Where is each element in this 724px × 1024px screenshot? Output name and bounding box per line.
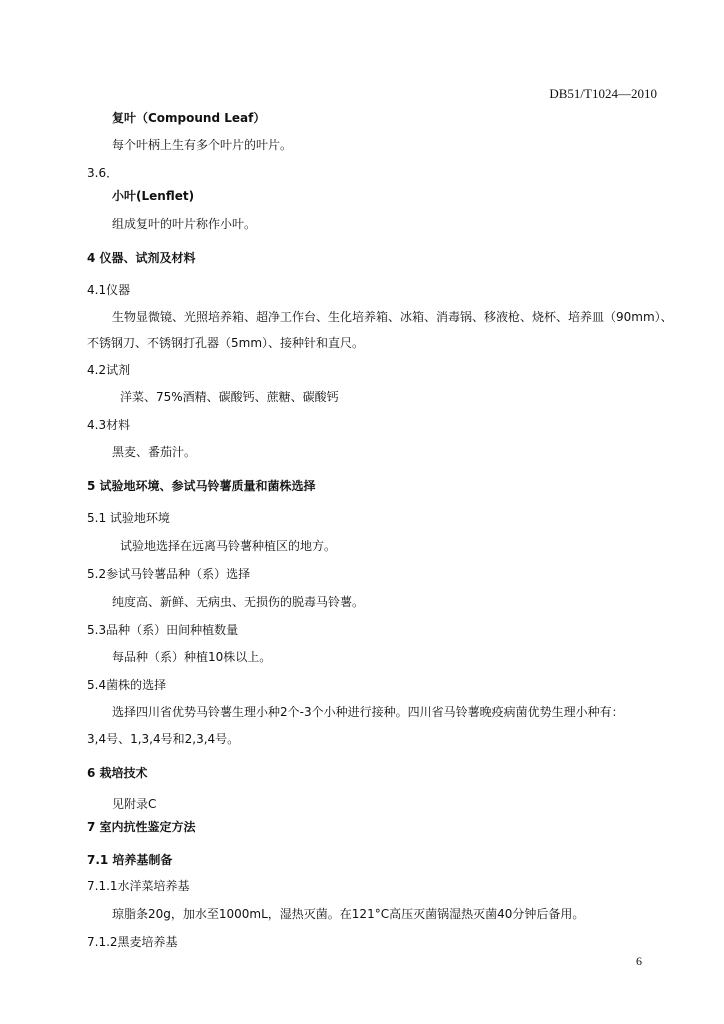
subsection-heading-5-3: 5.3品种（系）田间种植数量	[87, 623, 239, 637]
page-number: 6	[636, 954, 642, 968]
subsection-heading-7-1: 7.1 培养基制备	[87, 853, 173, 867]
definition-compound-leaf: 每个叶柄上生有多个叶片的叶片。	[112, 138, 293, 152]
document-code: DB51/T1024—2010	[549, 86, 657, 101]
variety-selection-text: 纯度高、新鲜、无病虫、无损伤的脱毒马铃薯。	[112, 595, 365, 609]
strain-selection-line-1: 选择四川省优势马铃薯生理小种2个-3个小种进行接种。四川省马铃薯晚疫病菌优势生理小种有：	[112, 705, 624, 719]
cultivation-reference: 见附录C	[112, 797, 157, 811]
materials-list: 黑麦、番茄汁。	[112, 445, 197, 459]
term-compound-leaf: 复叶（Compound Leaf）	[112, 111, 266, 125]
subsection-heading-5-2: 5.2参试马铃薯品种（系）选择	[87, 567, 251, 581]
subsection-heading-7-1-1: 7.1.1水洋菜培养基	[87, 879, 190, 893]
section-heading-6: 6 栽培技术	[87, 766, 148, 780]
strain-selection-line-2: 3,4号、1,3,4号和2,3,4号。	[87, 732, 240, 746]
subsection-heading-4-2: 4.2试剂	[87, 363, 131, 377]
definition-leaflet: 组成复叶的叶片称作小叶。	[112, 217, 257, 231]
trial-site-text: 试验地选择在远离马铃薯种植区的地方。	[120, 539, 337, 553]
subsection-heading-5-1: 5.1 试验地环境	[87, 511, 170, 525]
clause-number-3-6: 3.6．	[87, 166, 119, 180]
instruments-list-line-1: 生物显微镜、光照培养箱、超净工作台、生化培养箱、冰箱、消毒锅、移液枪、烧杯、培养皿（90mm）、	[112, 310, 673, 324]
subsection-heading-4-3: 4.3材料	[87, 418, 131, 432]
subsection-heading-5-4: 5.4菌株的选择	[87, 678, 167, 692]
subsection-heading-4-1: 4.1仪器	[87, 283, 131, 297]
subsection-heading-7-1-2: 7.1.2黑麦培养基	[87, 935, 178, 949]
term-leaflet: 小叶(Lenflet)	[112, 189, 195, 203]
section-heading-4: 4 仪器、试剂及材料	[87, 251, 196, 265]
section-heading-7: 7 室内抗性鉴定方法	[87, 820, 196, 834]
planting-quantity-text: 每品种（系）种植10株以上。	[112, 650, 272, 664]
section-heading-5: 5 试验地环境、参试马铃薯质量和菌株选择	[87, 479, 316, 493]
instruments-list-line-2: 不锈钢刀、不锈钢打孔器（5mm）、接种针和直尺。	[87, 336, 365, 350]
reagents-list: 洋菜、75%酒精、碳酸钙、蔗糖、碳酸钙	[120, 390, 339, 404]
water-agar-medium-text: 琼脂条20g，加水至1000mL，湿热灭菌。在121°C高压灭菌锅湿热灭菌40分钟后备用。	[112, 907, 585, 921]
